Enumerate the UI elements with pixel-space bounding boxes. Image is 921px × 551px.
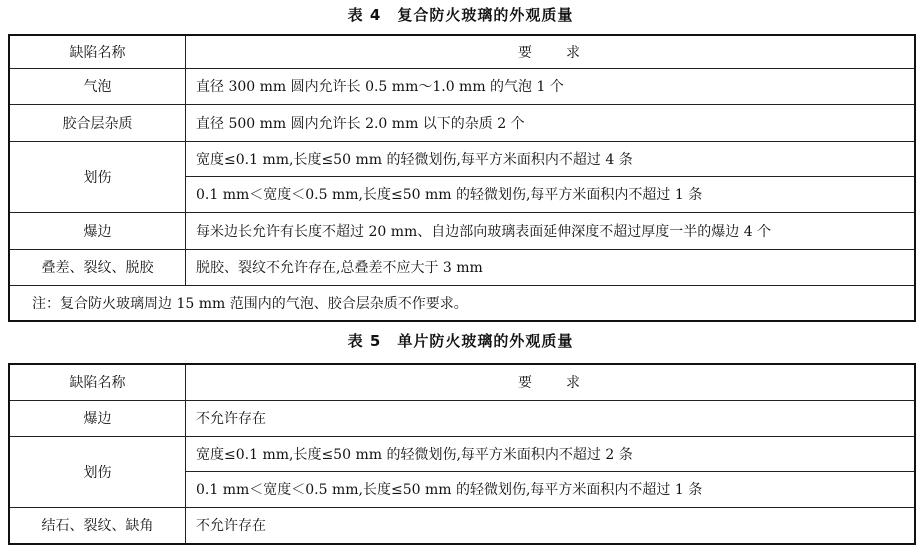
defect-name-edge-chip: 爆边 [9, 400, 186, 436]
table-row [9, 104, 915, 141]
table-header-row [9, 364, 915, 400]
requirement-cell: 0.1 mm＜宽度＜0.5 mm,长度≤50 mm 的轻微划伤,每平方米面积内不超过 1 条 [186, 176, 916, 212]
requirement-cell: 宽度≤0.1 mm,长度≤50 mm 的轻微划伤,每平方米面积内不超过 4 条 [186, 141, 916, 176]
header-defect-name: 缺陷名称 [9, 35, 186, 68]
table-row [9, 507, 915, 544]
table-5 [8, 363, 916, 545]
requirement-cell: 直径 500 mm 圆内允许长 2.0 mm 以下的杂质 2 个 [186, 104, 916, 141]
table-4-caption: 表 4 复合防火玻璃的外观质量 [347, 6, 574, 24]
header-requirement: 要 求 [186, 35, 916, 68]
defect-name-misalignment-crack-delamination: 叠差、裂纹、脱胶 [9, 249, 186, 285]
requirement-cell: 每米边长允许有长度不超过 20 mm、自边部向玻璃表面延伸深度不超过厚度一半的爆边 4 个 [186, 212, 916, 249]
requirement-cell: 脱胶、裂纹不允许存在,总叠差不应大于 3 mm [186, 249, 916, 285]
requirement-cell: 直径 300 mm 圆内允许长 0.5 mm～1.0 mm 的气泡 1 个 [186, 68, 916, 104]
requirement-cell: 0.1 mm＜宽度＜0.5 mm,长度≤50 mm 的轻微划伤,每平方米面积内不超过 1 条 [186, 471, 916, 507]
table-row [9, 436, 915, 471]
requirement-cell: 不允许存在 [186, 400, 916, 436]
table-note-row [9, 285, 915, 321]
table-row [9, 249, 915, 285]
table-note: 注：复合防火玻璃周边 15 mm 范围内的气泡、胶合层杂质不作要求。 [9, 285, 915, 321]
defect-name-scratch: 划伤 [9, 141, 186, 212]
table-row [9, 141, 915, 176]
requirement-cell: 不允许存在 [186, 507, 916, 544]
table-row [9, 212, 915, 249]
header-requirement: 要 求 [186, 364, 916, 400]
requirement-cell: 宽度≤0.1 mm,长度≤50 mm 的轻微划伤,每平方米面积内不超过 2 条 [186, 436, 916, 471]
table-row [9, 68, 915, 104]
defect-name-edge-chip: 爆边 [9, 212, 186, 249]
defect-name-stone-crack-corner: 结石、裂纹、缺角 [9, 507, 186, 544]
header-defect-name: 缺陷名称 [9, 364, 186, 400]
table-4 [8, 34, 916, 322]
table-row [9, 400, 915, 436]
defect-name-interlayer-impurity: 胶合层杂质 [9, 104, 186, 141]
defect-name-scratch: 划伤 [9, 436, 186, 507]
table-5-caption: 表 5 单片防火玻璃的外观质量 [347, 332, 574, 350]
defect-name-bubble: 气泡 [9, 68, 186, 104]
table-header-row [9, 35, 915, 68]
